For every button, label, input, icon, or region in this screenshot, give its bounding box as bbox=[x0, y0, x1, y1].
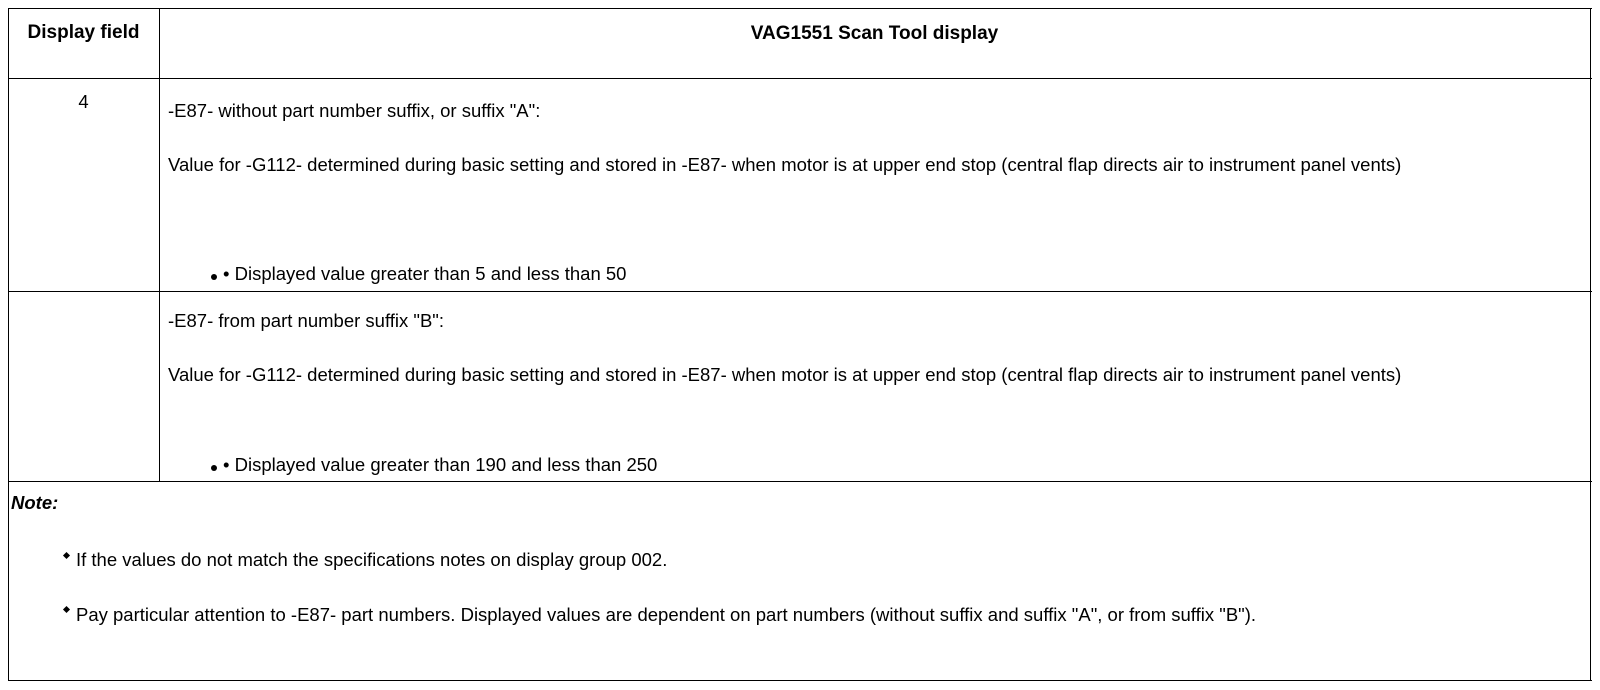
row2-bullet: • Displayed value greater than 190 and less than 250 bbox=[223, 454, 658, 475]
header-divider bbox=[8, 78, 1592, 79]
row-divider bbox=[8, 291, 1592, 292]
note-item-2: Pay particular attention to -E87- part numbers. Displayed values are dependent on part numbers (without suffix and suffix "A", or from suffix "B"). bbox=[76, 604, 1257, 625]
table-border-right bbox=[1590, 8, 1591, 681]
note-item-1: If the values do not match the specifications notes on display group 002. bbox=[76, 549, 668, 570]
header-display-field: Display field bbox=[27, 22, 140, 43]
row1-condition: -E87- without part number suffix, or suffix "A": bbox=[168, 100, 541, 121]
note-bullet-2-icon bbox=[63, 606, 70, 613]
row2-bullet-icon bbox=[211, 465, 217, 471]
column-divider bbox=[159, 8, 160, 481]
row2-description: Value for -G112- determined during basic setting and stored in -E87- when motor is at upper end stop (central flap directs air to instrument panel vents) bbox=[168, 364, 1402, 385]
note-divider bbox=[8, 481, 1592, 482]
table-border-top bbox=[8, 8, 1592, 9]
row1-field: 4 bbox=[78, 91, 89, 112]
row1-description: Value for -G112- determined during basic setting and stored in -E87- when motor is at upper end stop (central flap directs air to instrument panel vents) bbox=[168, 154, 1402, 175]
row1-bullet: • Displayed value greater than 5 and less than 50 bbox=[223, 263, 627, 284]
row1-bullet-icon bbox=[211, 274, 217, 280]
header-scan-tool-display: VAG1551 Scan Tool display bbox=[750, 23, 999, 44]
table-border-bottom bbox=[8, 680, 1592, 681]
note-bullet-1-icon bbox=[63, 552, 70, 559]
row2-condition: -E87- from part number suffix "B": bbox=[168, 310, 445, 331]
note-title: Note: bbox=[11, 492, 59, 513]
spec-table bbox=[8, 8, 1592, 683]
